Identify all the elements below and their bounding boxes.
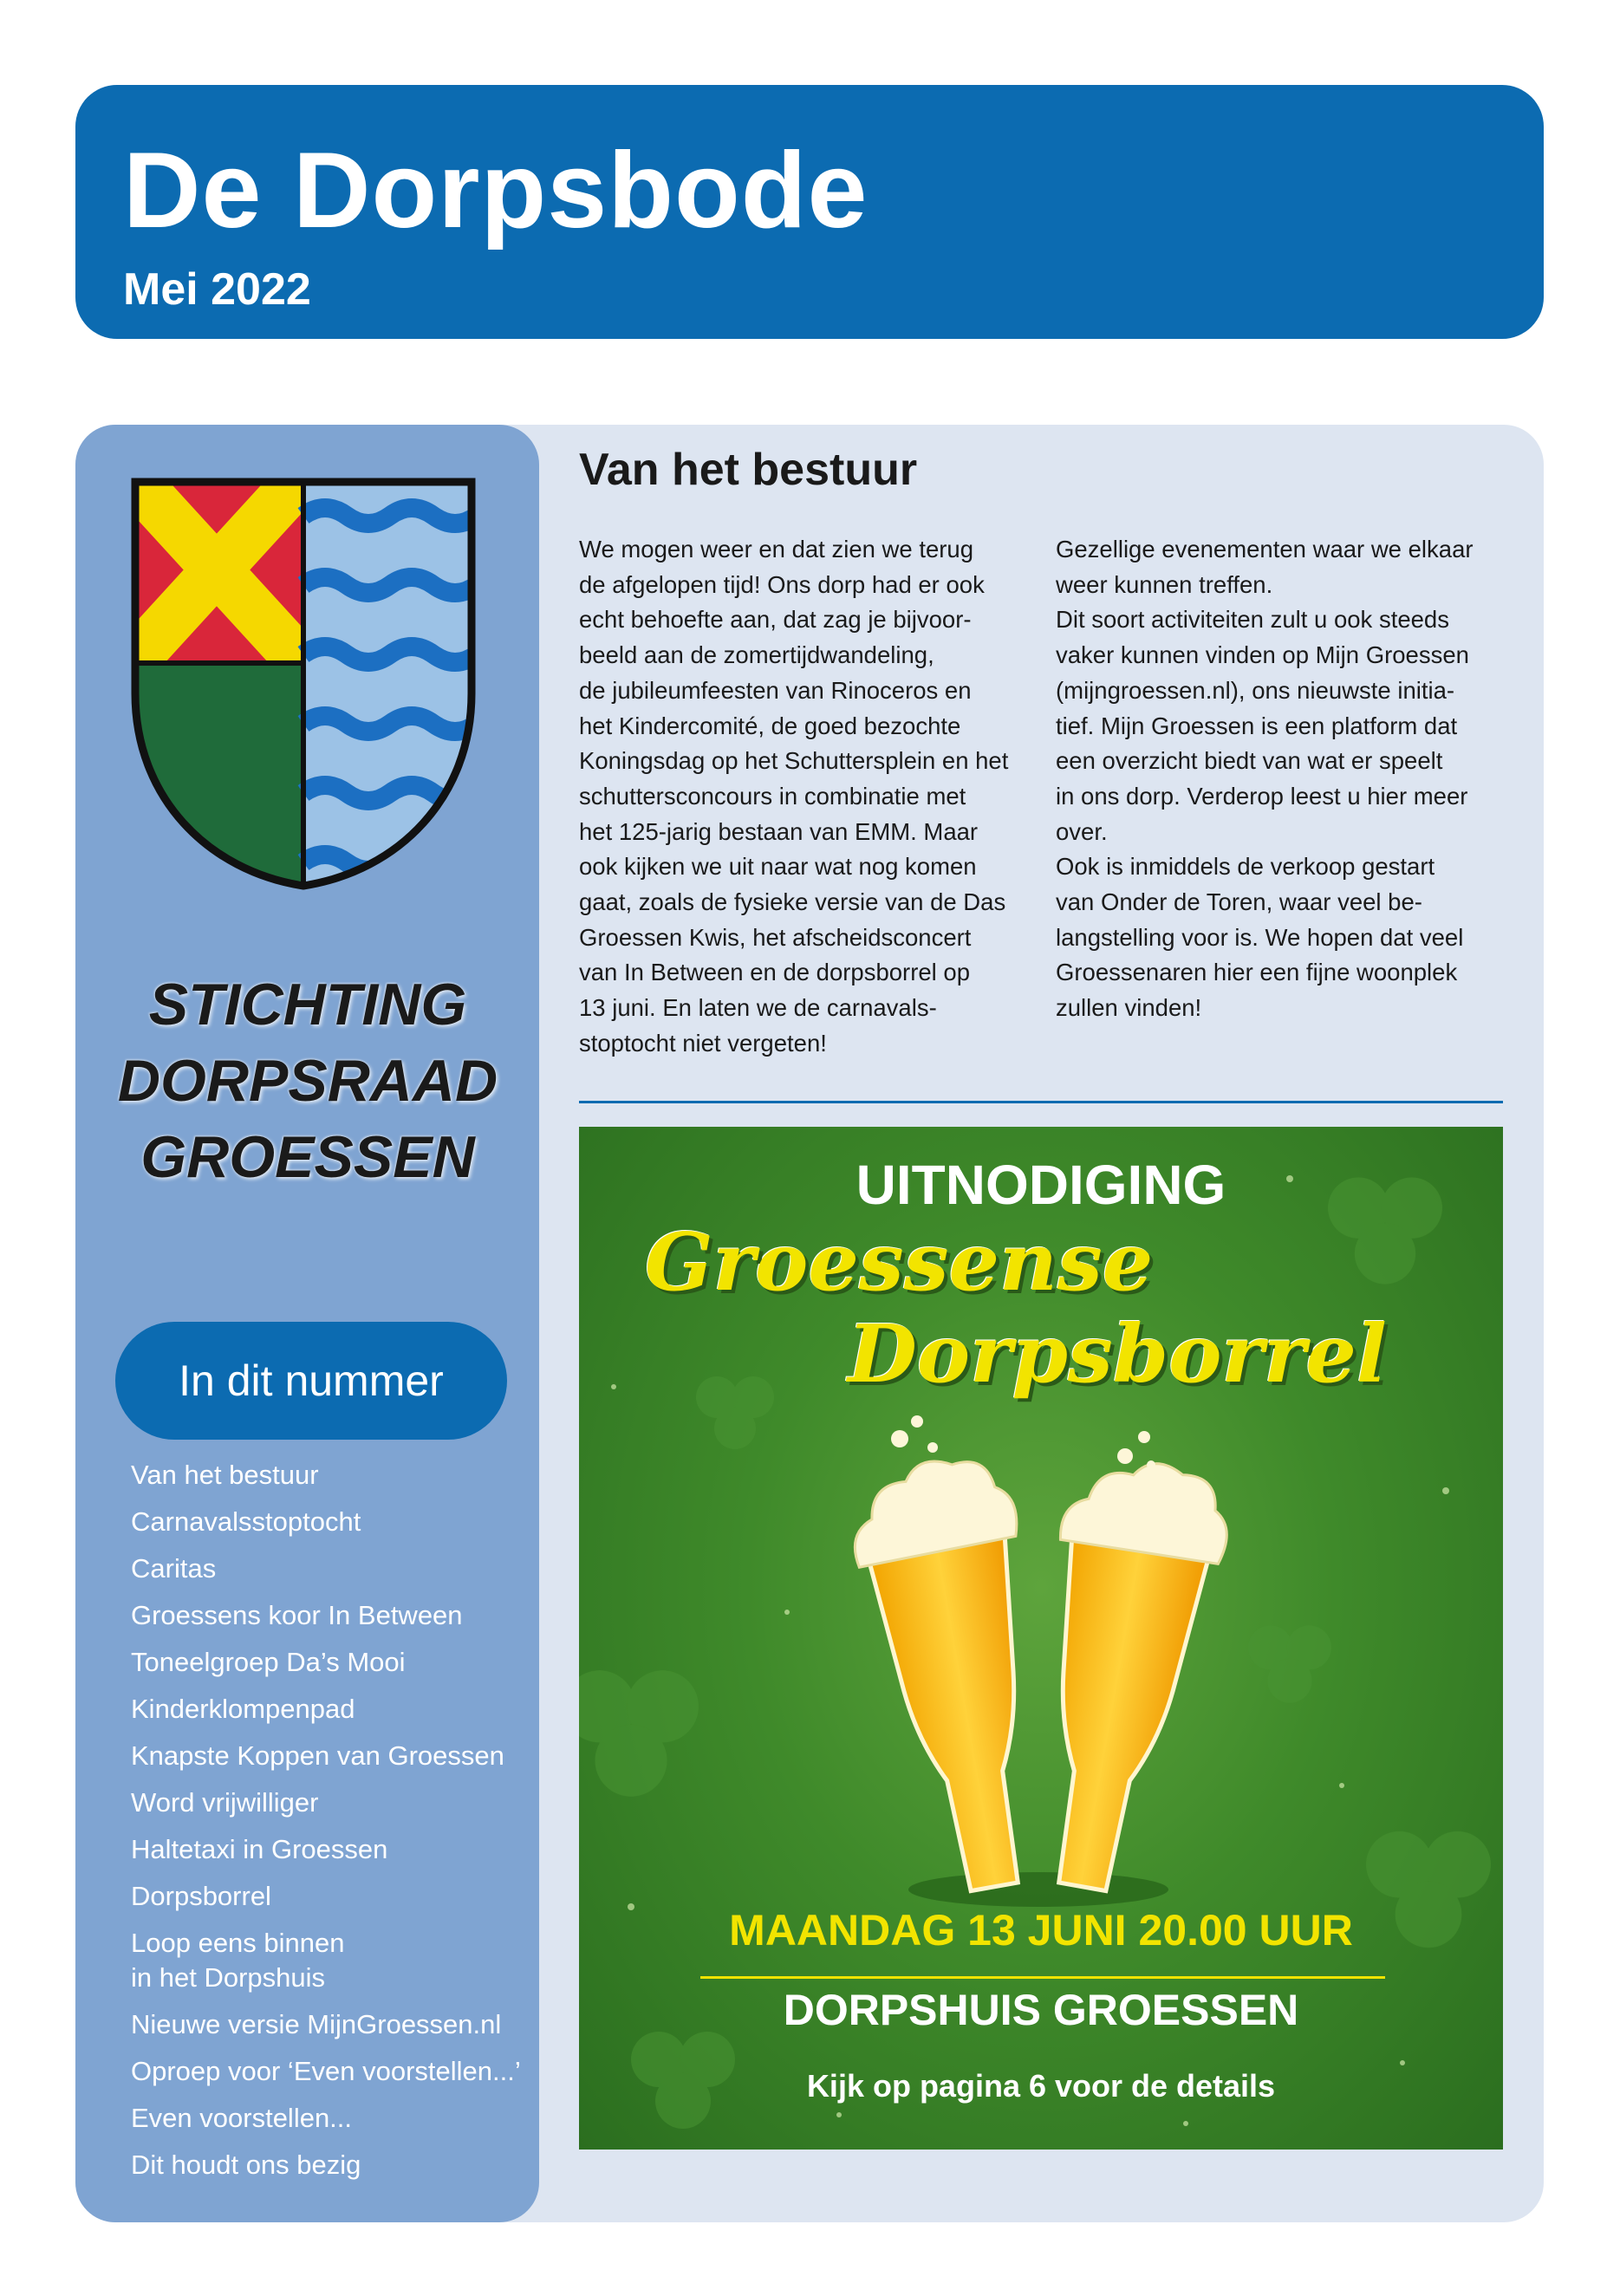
poster-heading: UITNODIGING	[856, 1154, 1226, 1216]
toc-item: Oproep voor ‘Even voorstellen...’	[131, 2056, 521, 2086]
article-title: Van het bestuur	[579, 445, 918, 495]
poster-title-line-2: Dorpsborrel	[848, 1307, 1387, 1401]
toc-item: Word vrijwilliger	[131, 1787, 319, 1818]
toc-item: Dorpsborrel	[131, 1881, 271, 1911]
event-poster	[579, 1127, 1503, 2150]
toc-item: Dit houdt ons bezig	[131, 2150, 361, 2180]
beer-glasses-icon	[830, 1404, 1246, 1942]
coat-of-arms-icon	[130, 477, 477, 893]
article-column-2: Gezellige evenementen waar we elkaar weer kunnen treffen. Dit soort activiteiten zult u ook steeds vaker kunnen vinden op Mijn Groessen (mijngroessen.nl), ons nieuwste initia- tief. Mijn Groessen is een platform dat een overzicht biedt van wat er speelt in ons dorp. Verderop leest u hier meer over. Ook is inmiddels de verkoop gestart van Onder de Toren, waar veel be- langstelling voor is. We hopen dat veel Groessenaren hier een fijne woonplek zullen vinden!	[1056, 536, 1474, 1022]
newsletter-title: De Dorpsbode	[123, 131, 869, 250]
toc-item: Haltetaxi in Groessen	[131, 1834, 388, 1864]
table-of-contents	[131, 1458, 521, 2195]
article-column-1: We mogen weer en dat zien we terug de afgelopen tijd! Ons dorp had er ook echt behoefte aan, dat zag je bijvoor- beeld aan de zomertijdwandeling, de jubileumfeesten van Rinoceros en het Kindercomité, de goed bezochte Koningsdag op het Schuttersplein en het schuttersconcours in combinatie met het 125-jarig bestaan van EMM. Maar ook kijken we uit naar wat nog komen gaat, zoals de fysieke versie van de Das Groessen Kwis, het afscheidsconcert van In Between en de dorpsborrel op 13 juni. En laten we de carnavals- stoptocht niet vergeten!	[579, 536, 1009, 1057]
masthead	[75, 85, 1544, 339]
poster-divider	[700, 1976, 1385, 1979]
toc-item: Toneelgroep Da’s Mooi	[131, 1647, 406, 1677]
toc-item: Even voorstellen...	[131, 2103, 353, 2133]
section-divider	[579, 1101, 1503, 1103]
toc-item: Carnavalsstoptocht	[131, 1506, 361, 1537]
toc-item: Kinderklompenpad	[131, 1694, 355, 1724]
organization-name: STICHTING DORPSRAAD GROESSEN	[117, 972, 498, 1190]
toc-item: Caritas	[131, 1553, 217, 1584]
event-date: MAANDAG 13 JUNI 20.00 UUR	[729, 1906, 1353, 1955]
toc-title: In dit nummer	[115, 1322, 507, 1440]
issue-date: Mei 2022	[123, 264, 311, 315]
toc-item: Knapste Koppen van Groessen	[131, 1740, 504, 1771]
toc-item: Loop eens binnen in het Dorpshuis	[131, 1928, 345, 1993]
event-location: DORPSHUIS GROESSEN	[783, 1986, 1299, 2034]
toc-item: Groessens koor In Between	[131, 1600, 463, 1630]
toc-item: Van het bestuur	[131, 1460, 319, 1490]
poster-title-line-1: Groessense	[645, 1215, 1154, 1309]
event-note: Kijk op pagina 6 voor de details	[806, 2068, 1276, 2104]
toc-item: Nieuwe versie MijnGroessen.nl	[131, 2009, 502, 2039]
